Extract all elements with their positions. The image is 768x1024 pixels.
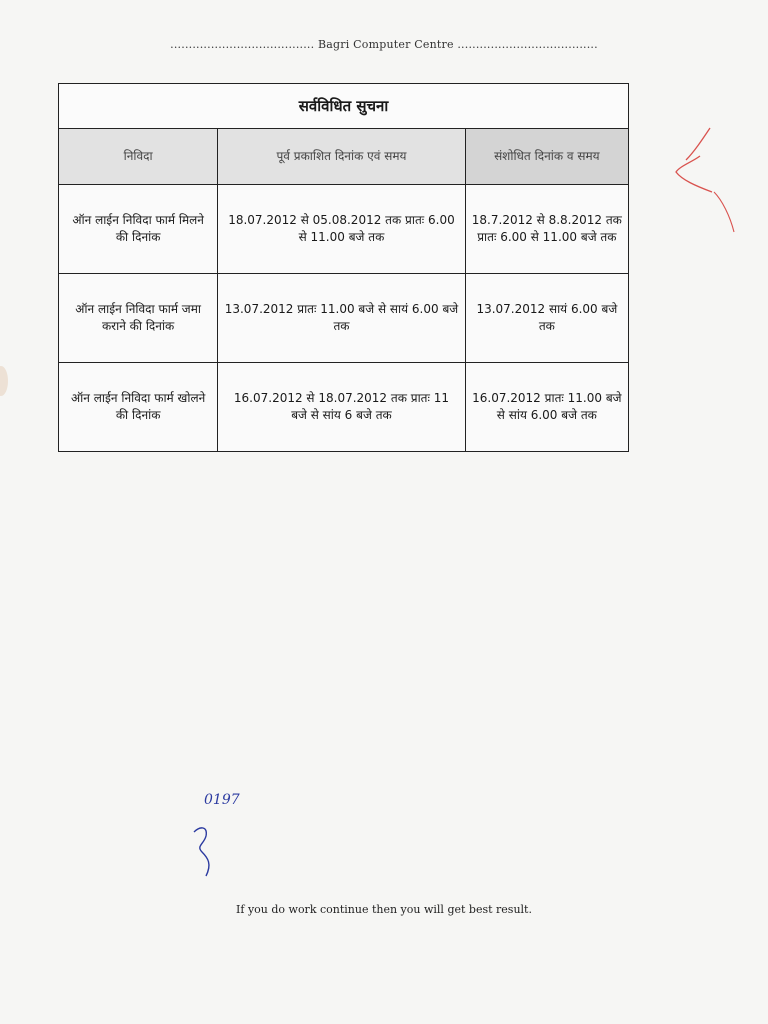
handwritten-number: 0197	[204, 792, 240, 808]
notice-title: सर्वविधित सुचना	[59, 84, 629, 129]
previous-date-cell: 16.07.2012 से 18.07.2012 तक प्रातः 11 बजे से सांय 6 बजे तक	[218, 363, 465, 452]
column-header-previous-date: पूर्व प्रकाशित दिनांक एवं समय	[218, 129, 465, 185]
notice-table	[58, 83, 629, 452]
page-smudge	[0, 366, 8, 396]
tender-cell: ऑन लाईन निविदा फार्म खोलने की दिनांक	[59, 363, 218, 452]
tender-cell: ऑन लाईन निविदा फार्म जमा कराने की दिनांक	[59, 274, 218, 363]
red-pen-mark	[672, 120, 742, 240]
revised-date-cell: 18.7.2012 से 8.8.2012 तक प्रातः 6.00 से 11.00 बजे तक	[465, 185, 628, 274]
notice-title-row	[59, 84, 629, 129]
table-row	[59, 363, 629, 452]
page-footer: If you do work continue then you will get best result.	[236, 903, 532, 916]
table-header-row	[59, 129, 629, 185]
previous-date-cell: 13.07.2012 प्रातः 11.00 बजे से सायं 6.00 बजे तक	[218, 274, 465, 363]
previous-date-cell: 18.07.2012 से 05.08.2012 तक प्रातः 6.00 से 11.00 बजे तक	[218, 185, 465, 274]
revised-date-cell: 13.07.2012 सायं 6.00 बजे तक	[465, 274, 628, 363]
table-row	[59, 274, 629, 363]
handwritten-annotation	[190, 780, 270, 890]
table-row	[59, 185, 629, 274]
page-header: ....................................... Bagri Computer Centre ......................................	[170, 38, 598, 51]
revised-date-cell: 16.07.2012 प्रातः 11.00 बजे से सांय 6.00 बजे तक	[465, 363, 628, 452]
column-header-tender: निविदा	[59, 129, 218, 185]
column-header-revised-date: संशोधित दिनांक व समय	[465, 129, 628, 185]
tender-cell: ऑन लाईन निविदा फार्म मिलने की दिनांक	[59, 185, 218, 274]
